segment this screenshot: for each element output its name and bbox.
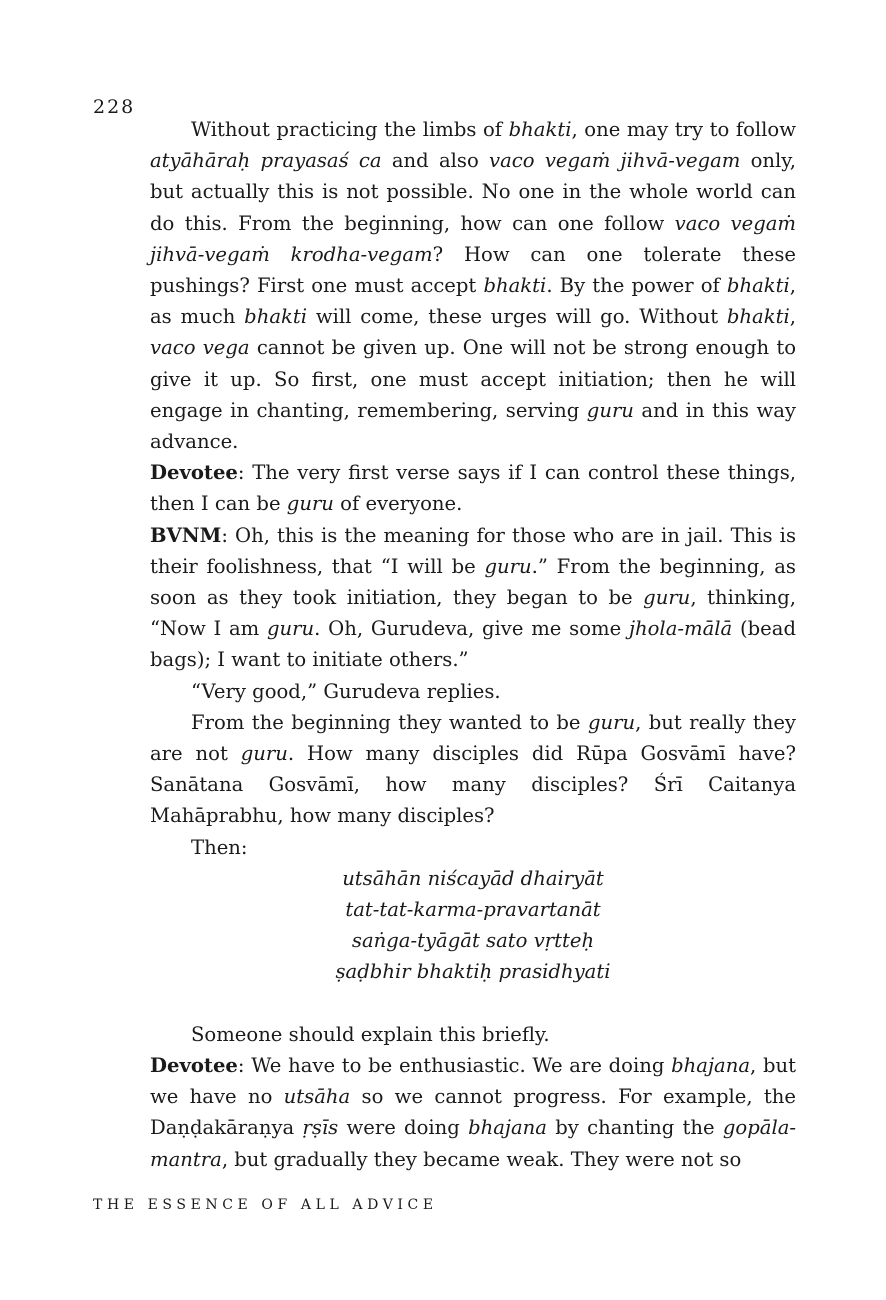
paragraph-7: Someone should explain this briefly. bbox=[191, 1022, 550, 1046]
verse-line: utsāhān niścayād dhairyāt bbox=[342, 866, 604, 890]
body-text bbox=[150, 114, 796, 1175]
paragraph-1: Without practicing the limbs of bhakti, one may try to follow atyāhāraḥ prayasaś ca and also vaco vegaṁ jihvā-vegam only, but actually this is not possible. No one in the whole world can do this. From the beginning, how can one follow vaco vegaṁ jihvā-vegaṁ krodha-vegam? How can one tolerate these pushings? First one must accept bhakti. By the power of bhakti, as much bhakti will come, these urges will go. Without bhakti, vaco vega cannot be given up. One will not be strong enough to give it up. So first, one must accept initiation; then he will engage in chanting, remembering, serving guru and in this way advance. bbox=[150, 118, 797, 454]
verse-line: saṅga-tyāgāt sato vṛtteḥ bbox=[351, 929, 595, 953]
verse-block bbox=[150, 863, 796, 988]
speaker-label: Devotee bbox=[150, 1053, 238, 1077]
speaker-label: BVNM bbox=[150, 523, 222, 547]
running-footer: THE ESSENCE OF ALL ADVICE bbox=[93, 1197, 438, 1213]
verse-line: tat-tat-karma-pravartanāt bbox=[345, 898, 601, 922]
page-number: 228 bbox=[93, 96, 136, 118]
paragraph-5: From the beginning they wanted to be guru, but really they are not guru. How many disciples did Rūpa Gosvāmī have? Sanātana Gosvāmī, how many disciples? Śrī Caitanya Mahāprabhu, how many disciples? bbox=[150, 710, 797, 828]
paragraph-4: “Very good,” Gurudeva replies. bbox=[191, 679, 501, 703]
paragraph-bvnm: BVNM: Oh, this is the meaning for those who are in jail. This is their foolishness, that “I will be guru.” From the beginning, as soon as they took initiation, they began to be guru, thinking, “Now I am guru. Oh, Gurudeva, give me some jhola-mālā (bead bags); I want to initiate others.” bbox=[150, 523, 796, 672]
paragraph-devotee-2: Devotee: We have to be enthusiastic. We are doing bhajana, but we have no utsāha so we cannot progress. For example, the Daṇḍakāraṇya ṛṣīs were doing bhajana by chanting the gopāla-mantra, but gradually they became weak. They were not so bbox=[150, 1053, 797, 1171]
speaker-label: Devotee bbox=[150, 461, 238, 485]
paragraph-6: Then: bbox=[191, 835, 248, 859]
paragraph-devotee-1: Devotee: The very first verse says if I can control these things, then I can be guru of everyone. bbox=[150, 461, 796, 516]
verse-line: ṣaḍbhir bhaktiḥ prasidhyati bbox=[335, 960, 611, 984]
